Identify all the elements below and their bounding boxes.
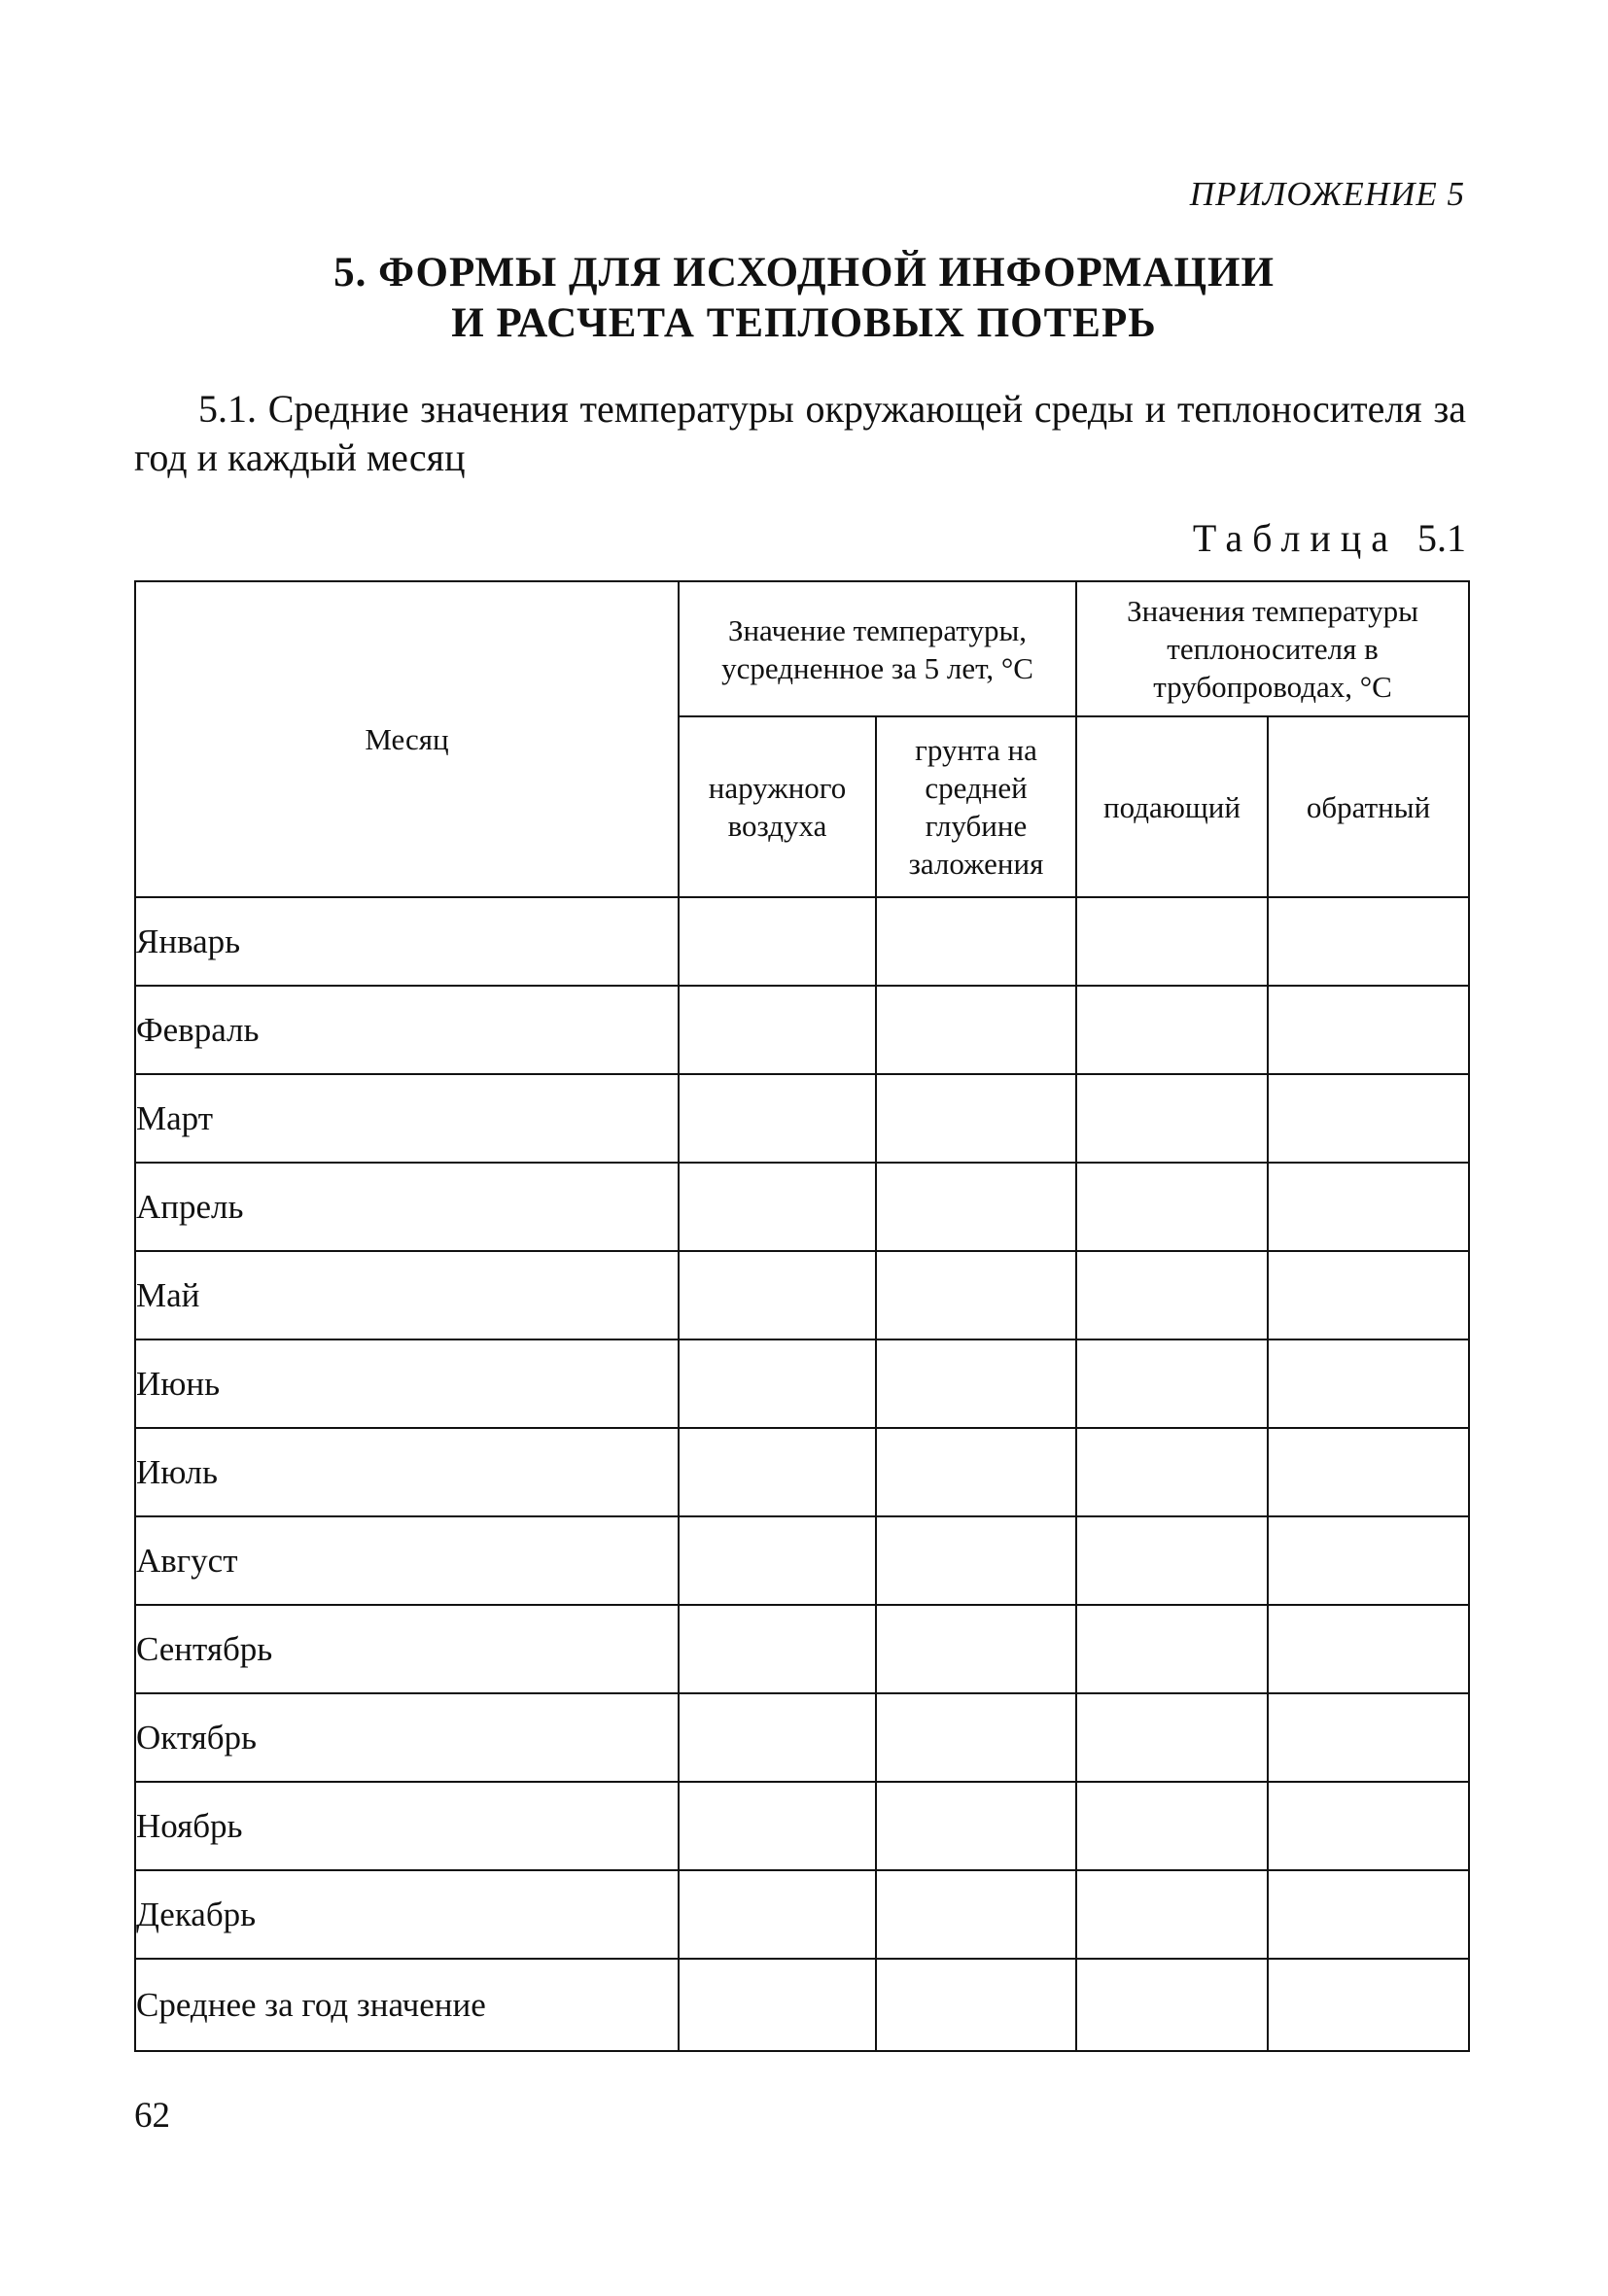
section-heading bbox=[0, 248, 1608, 349]
table-row bbox=[135, 1428, 1469, 1516]
table-row bbox=[135, 1870, 1469, 1959]
cell-outdoor-air bbox=[679, 1959, 876, 2051]
header-group-ambient: Значение температуры, усредненное за 5 лет, °С bbox=[679, 581, 1076, 716]
cell-supply bbox=[1076, 1251, 1268, 1339]
cell-return bbox=[1268, 1605, 1469, 1693]
cell-ground bbox=[876, 1074, 1076, 1163]
cell-ground bbox=[876, 1693, 1076, 1782]
cell-ground bbox=[876, 1428, 1076, 1516]
appendix-label: ПРИЛОЖЕНИЕ 5 bbox=[1189, 175, 1465, 213]
table-row bbox=[135, 897, 1469, 986]
table-caption-number: 5.1 bbox=[1417, 516, 1466, 560]
cell-supply bbox=[1076, 1870, 1268, 1959]
table-row bbox=[135, 1782, 1469, 1870]
table-row bbox=[135, 1516, 1469, 1605]
header-supply: подающий bbox=[1076, 716, 1268, 897]
cell-return bbox=[1268, 1428, 1469, 1516]
cell-ground bbox=[876, 1516, 1076, 1605]
section-heading-line-1: 5. ФОРМЫ ДЛЯ ИСХОДНОЙ ИНФОРМАЦИИ bbox=[333, 250, 1275, 296]
section-heading-line-2: И РАСЧЕТА ТЕПЛОВЫХ ПОТЕРЬ bbox=[451, 300, 1157, 346]
month-label: Среднее за год значение bbox=[135, 1959, 679, 2051]
cell-return bbox=[1268, 1251, 1469, 1339]
intro-paragraph: 5.1. Средние значения температуры окружающей среды и теплоносителя за год и каждый месяц bbox=[134, 387, 1466, 479]
cell-outdoor-air bbox=[679, 986, 876, 1074]
month-label: Октябрь bbox=[135, 1693, 679, 1782]
cell-supply bbox=[1076, 1074, 1268, 1163]
cell-outdoor-air bbox=[679, 1693, 876, 1782]
header-ground: грунта на средней глубине заложения bbox=[876, 716, 1076, 897]
cell-ground bbox=[876, 897, 1076, 986]
header-outdoor-air: наружного воздуха bbox=[679, 716, 876, 897]
cell-outdoor-air bbox=[679, 1074, 876, 1163]
cell-ground bbox=[876, 1339, 1076, 1428]
cell-supply bbox=[1076, 1163, 1268, 1251]
table-row bbox=[135, 1074, 1469, 1163]
header-return: обратный bbox=[1268, 716, 1469, 897]
month-label: Декабрь bbox=[135, 1870, 679, 1959]
cell-ground bbox=[876, 1782, 1076, 1870]
page-number: 62 bbox=[134, 2096, 170, 2136]
cell-ground bbox=[876, 1251, 1076, 1339]
cell-supply bbox=[1076, 1959, 1268, 2051]
month-label: Апрель bbox=[135, 1163, 679, 1251]
header-month: Месяц bbox=[135, 581, 679, 897]
cell-supply bbox=[1076, 1428, 1268, 1516]
cell-ground bbox=[876, 1605, 1076, 1693]
table-row bbox=[135, 1339, 1469, 1428]
cell-ground bbox=[876, 1870, 1076, 1959]
cell-outdoor-air bbox=[679, 1605, 876, 1693]
month-label: Ноябрь bbox=[135, 1782, 679, 1870]
month-label: Июль bbox=[135, 1428, 679, 1516]
cell-outdoor-air bbox=[679, 897, 876, 986]
temperature-form-table bbox=[134, 580, 1470, 2052]
month-label: Февраль bbox=[135, 986, 679, 1074]
cell-return bbox=[1268, 1693, 1469, 1782]
cell-return bbox=[1268, 1782, 1469, 1870]
month-label: Январь bbox=[135, 897, 679, 986]
month-label: Сентябрь bbox=[135, 1605, 679, 1693]
table-row bbox=[135, 1959, 1469, 2051]
month-label: Май bbox=[135, 1251, 679, 1339]
table-row bbox=[135, 1605, 1469, 1693]
cell-supply bbox=[1076, 1605, 1268, 1693]
cell-outdoor-air bbox=[679, 1782, 876, 1870]
cell-return bbox=[1268, 897, 1469, 986]
cell-return bbox=[1268, 1163, 1469, 1251]
cell-ground bbox=[876, 1959, 1076, 2051]
cell-outdoor-air bbox=[679, 1339, 876, 1428]
month-label: Июнь bbox=[135, 1339, 679, 1428]
cell-return bbox=[1268, 1339, 1469, 1428]
table-body bbox=[135, 897, 1469, 2051]
cell-return bbox=[1268, 1516, 1469, 1605]
cell-supply bbox=[1076, 1516, 1268, 1605]
cell-outdoor-air bbox=[679, 1428, 876, 1516]
cell-supply bbox=[1076, 1339, 1268, 1428]
cell-outdoor-air bbox=[679, 1251, 876, 1339]
month-label: Март bbox=[135, 1074, 679, 1163]
table-row bbox=[135, 1251, 1469, 1339]
cell-outdoor-air bbox=[679, 1870, 876, 1959]
table-row bbox=[135, 1163, 1469, 1251]
cell-supply bbox=[1076, 897, 1268, 986]
table-caption bbox=[1193, 515, 1466, 561]
cell-outdoor-air bbox=[679, 1163, 876, 1251]
cell-return bbox=[1268, 1870, 1469, 1959]
table-row bbox=[135, 1693, 1469, 1782]
cell-return bbox=[1268, 1074, 1469, 1163]
table-row bbox=[135, 986, 1469, 1074]
cell-ground bbox=[876, 986, 1076, 1074]
cell-supply bbox=[1076, 1782, 1268, 1870]
header-group-coolant: Значения температуры теплоносителя в трубопроводах, °С bbox=[1076, 581, 1469, 716]
cell-return bbox=[1268, 986, 1469, 1074]
cell-supply bbox=[1076, 986, 1268, 1074]
table-caption-word: Таблица bbox=[1192, 516, 1398, 560]
cell-ground bbox=[876, 1163, 1076, 1251]
cell-outdoor-air bbox=[679, 1516, 876, 1605]
month-label: Август bbox=[135, 1516, 679, 1605]
cell-supply bbox=[1076, 1693, 1268, 1782]
cell-return bbox=[1268, 1959, 1469, 2051]
